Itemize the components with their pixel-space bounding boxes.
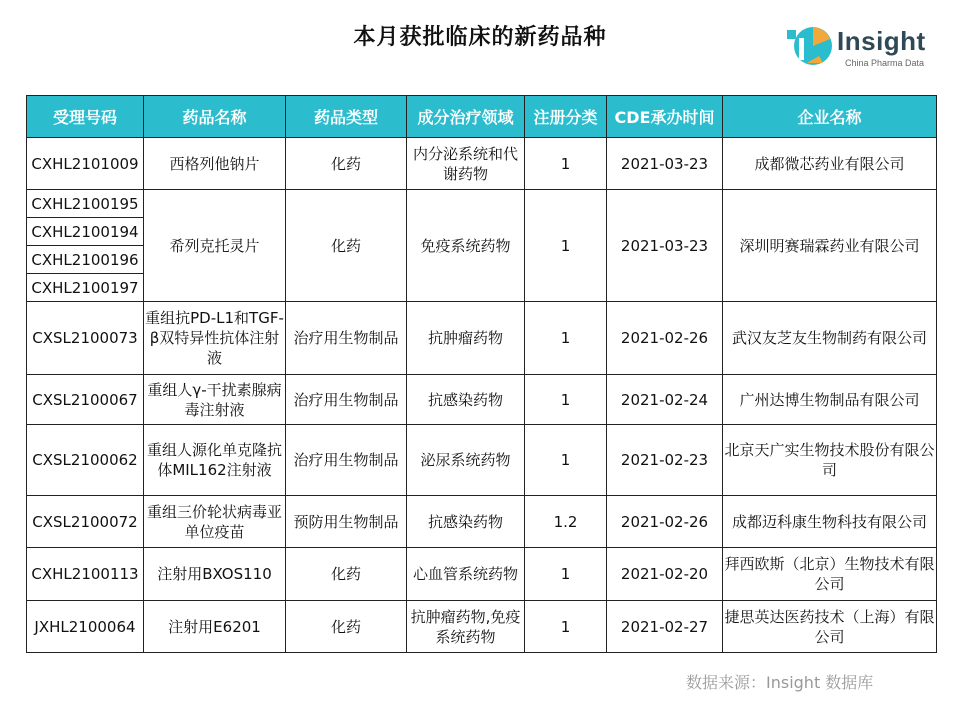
- registration-class: 1: [525, 548, 607, 601]
- drug-type: 化药: [286, 190, 407, 302]
- acceptance-no: CXHL2100113: [27, 548, 144, 601]
- acceptance-no: CXHL2100194: [27, 218, 144, 246]
- table-row: [27, 548, 937, 601]
- drug-name: 重组人γ-干扰素腺病毒注射液: [144, 375, 286, 425]
- logo-subtitle: China Pharma Data: [845, 58, 925, 68]
- drug-type: 预防用生物制品: [286, 496, 407, 548]
- logo-brand: Insight: [837, 26, 926, 56]
- cde-date: 2021-02-20: [607, 548, 723, 601]
- company-name: 武汉友芝友生物制药有限公司: [723, 302, 937, 375]
- registration-class: 1: [525, 425, 607, 496]
- registration-class: 1: [525, 138, 607, 190]
- drug-type: 治疗用生物制品: [286, 425, 407, 496]
- col-header-drug-type: 药品类型: [286, 96, 407, 138]
- therapeutic-area: 抗肿瘤药物,免疫系统药物: [407, 601, 525, 653]
- acceptance-no: CXSL2100072: [27, 496, 144, 548]
- drug-type: 化药: [286, 138, 407, 190]
- therapeutic-area: 免疫系统药物: [407, 190, 525, 302]
- table-row: [27, 601, 937, 653]
- drug-name: 重组人源化单克隆抗体MIL162注射液: [144, 425, 286, 496]
- col-header-drug-name: 药品名称: [144, 96, 286, 138]
- cde-date: 2021-02-26: [607, 496, 723, 548]
- table-row: [27, 425, 937, 496]
- therapeutic-area: 心血管系统药物: [407, 548, 525, 601]
- cde-date: 2021-02-23: [607, 425, 723, 496]
- registration-class: 1: [525, 190, 607, 302]
- col-header-cde-date: CDE承办时间: [607, 96, 723, 138]
- registration-class: 1: [525, 601, 607, 653]
- table-header-row: [27, 96, 937, 138]
- company-name: 深圳明赛瑞霖药业有限公司: [723, 190, 937, 302]
- table-row: [27, 302, 937, 375]
- table-row: [27, 496, 937, 548]
- drug-type: 治疗用生物制品: [286, 375, 407, 425]
- table-row: [27, 138, 937, 190]
- acceptance-no: JXHL2100064: [27, 601, 144, 653]
- acceptance-no: CXHL2101009: [27, 138, 144, 190]
- therapeutic-area: 抗肿瘤药物: [407, 302, 525, 375]
- company-name: 成都微芯药业有限公司: [723, 138, 937, 190]
- cde-date: 2021-02-26: [607, 302, 723, 375]
- drug-name: 西格列他钠片: [144, 138, 286, 190]
- cde-date: 2021-03-23: [607, 190, 723, 302]
- drug-type: 化药: [286, 548, 407, 601]
- company-name: 广州达博生物制品有限公司: [723, 375, 937, 425]
- cde-date: 2021-02-24: [607, 375, 723, 425]
- registration-class: 1.2: [525, 496, 607, 548]
- acceptance-no: CXHL2100197: [27, 274, 144, 302]
- acceptance-no: CXSL2100062: [27, 425, 144, 496]
- table-row: [27, 375, 937, 425]
- page-title: 本月获批临床的新药品种: [353, 25, 607, 50]
- acceptance-no: CXHL2100196: [27, 246, 144, 274]
- drug-name: 希列克托灵片: [144, 190, 286, 302]
- company-name: 拜西欧斯（北京）生物技术有限公司: [723, 548, 937, 601]
- acceptance-no: CXSL2100073: [27, 302, 144, 375]
- table-row: [27, 190, 937, 218]
- col-header-company: 企业名称: [723, 96, 937, 138]
- registration-class: 1: [525, 302, 607, 375]
- insight-logo: [783, 20, 943, 80]
- company-name: 成都迈科康生物科技有限公司: [723, 496, 937, 548]
- insight-logo-icon: [783, 20, 835, 72]
- company-name: 捷思英达医药技术（上海）有限公司: [723, 601, 937, 653]
- drug-name: 注射用BXOS110: [144, 548, 286, 601]
- drug-name: 注射用E6201: [144, 601, 286, 653]
- drug-name: 重组抗PD-L1和TGF-β双特异性抗体注射液: [144, 302, 286, 375]
- data-source-note: 数据来源：Insight 数据库: [686, 673, 874, 692]
- col-header-acceptance-no: 受理号码: [27, 96, 144, 138]
- therapeutic-area: 泌尿系统药物: [407, 425, 525, 496]
- acceptance-no: CXHL2100195: [27, 190, 144, 218]
- col-header-therapeutic-area: 成分治疗领域: [407, 96, 525, 138]
- therapeutic-area: 内分泌系统和代谢药物: [407, 138, 525, 190]
- acceptance-no: CXSL2100067: [27, 375, 144, 425]
- drug-type: 治疗用生物制品: [286, 302, 407, 375]
- drug-table: [26, 95, 937, 653]
- company-name: 北京天广实生物技术股份有限公司: [723, 425, 937, 496]
- drug-type: 化药: [286, 601, 407, 653]
- col-header-registration-class: 注册分类: [525, 96, 607, 138]
- drug-name: 重组三价轮状病毒亚单位疫苗: [144, 496, 286, 548]
- cde-date: 2021-03-23: [607, 138, 723, 190]
- cde-date: 2021-02-27: [607, 601, 723, 653]
- registration-class: 1: [525, 375, 607, 425]
- therapeutic-area: 抗感染药物: [407, 496, 525, 548]
- therapeutic-area: 抗感染药物: [407, 375, 525, 425]
